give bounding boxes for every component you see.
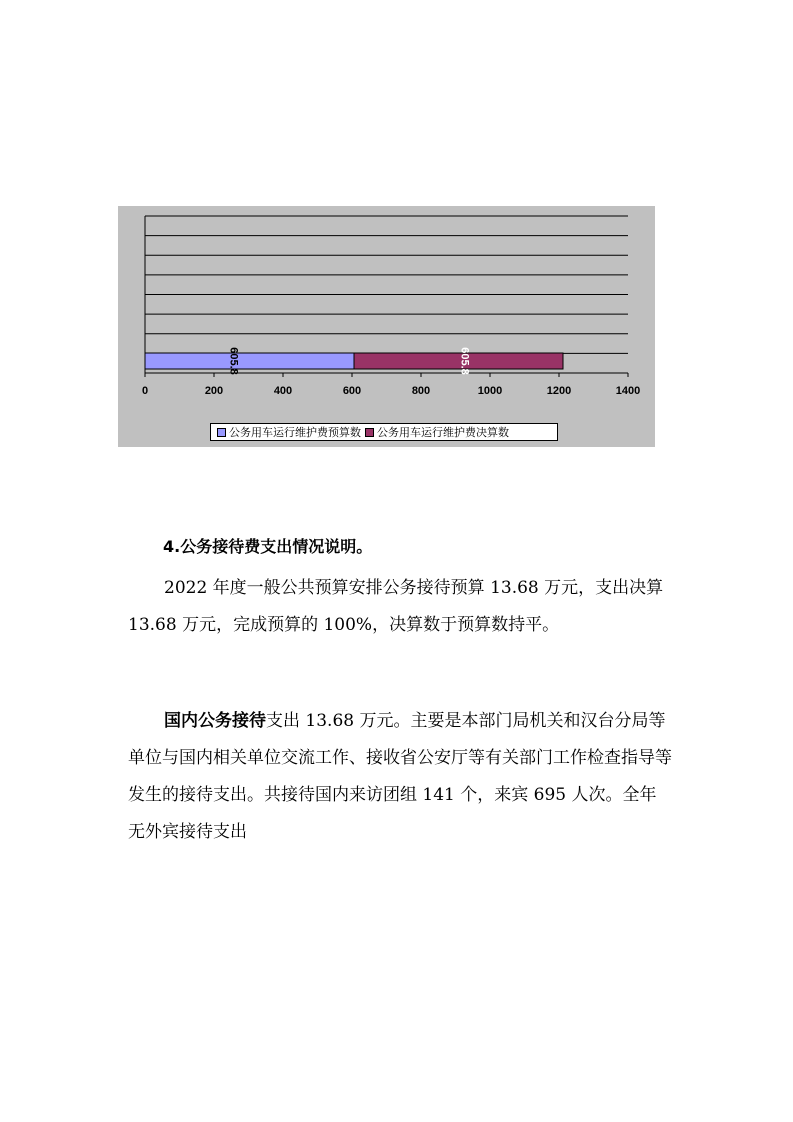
x-tick-label-4: 800 (411, 385, 431, 397)
legend-item-budget (217, 424, 361, 440)
domestic-reception-text: 支出 13.68 万元。主要是本部门局机关和汉台分局等单位与国内相关单位交流工作、接收省公安厅等有关部门工作检查指导等发生的接待支出。共接待国内来访团组 141 个，来宾 695 人次。全年无外宾接待支出 (128, 711, 672, 842)
x-tick-label-2: 400 (273, 385, 293, 397)
x-tick-label-1: 200 (204, 385, 224, 397)
legend-label-final: 公务用车运行维护费决算数 (377, 426, 509, 439)
legend-item-final (365, 424, 509, 440)
bar-budget (145, 353, 354, 369)
domestic-reception-label: 国内公务接待 (164, 711, 266, 731)
bar-label-budget: 605.8 (227, 347, 240, 375)
legend-swatch-final (365, 428, 374, 437)
legend-label-budget: 公务用车运行维护费预算数 (229, 426, 361, 439)
expense-chart (118, 206, 655, 447)
x-tick-label-6: 1200 (546, 385, 572, 397)
paragraph-reception-budget: 2022 年度一般公共预算安排公务接待预算 13.68 万元，支出决算 13.68 万元，完成预算的 100%，决算数于预算数持平。 (128, 578, 664, 635)
legend-swatch-budget (217, 428, 226, 437)
x-tick-label-3: 600 (342, 385, 362, 397)
paragraph-domestic-reception (128, 703, 672, 851)
x-tick-label-7: 1400 (615, 385, 641, 397)
section-heading: 4.公务接待费支出情况说明。 (163, 537, 373, 556)
chart-plot (118, 206, 655, 447)
x-tick-label-0: 0 (141, 385, 149, 397)
x-tick-label-5: 1000 (477, 385, 503, 397)
bar-label-final: 605.8 (458, 347, 471, 375)
chart-legend (210, 423, 558, 441)
